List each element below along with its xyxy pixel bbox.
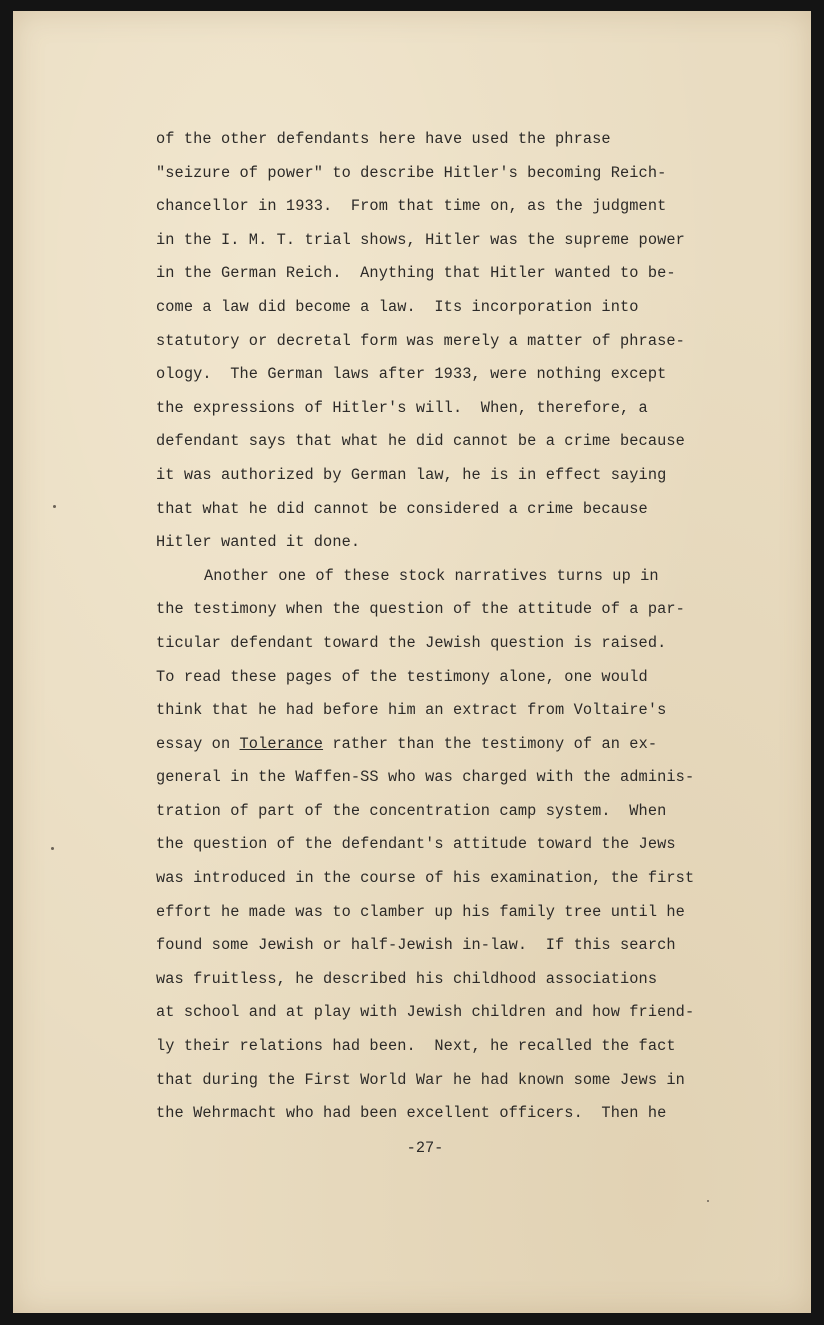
paper-speck [707,1200,709,1202]
text-line: at school and at play with Jewish children and how friend- [156,1003,695,1022]
text-line: was fruitless, he described his childhood associations [156,969,658,988]
text-line: effort he made was to clamber up his family tree until he [156,902,685,921]
book-title-tolerance: Tolerance [239,734,324,753]
text-segment: rather than the testimony of an ex- [323,734,658,753]
text-line: of the other defendants here have used the phrase [156,130,611,148]
paragraph-start-line: Another one of these stock narratives turns up in [204,566,659,585]
text-line-with-title [156,728,756,762]
page-number: -27- [406,1139,444,1157]
text-line: general in the Waffen-SS who was charged with the adminis- [156,768,695,787]
text-line: ology. The German laws after 1933, were nothing except [156,365,667,384]
text-line: in the German Reich. Anything that Hitler wanted to be- [156,264,676,283]
text-line: think that he had before him an extract from Voltaire's [156,701,667,720]
text-line: that what he did cannot be considered a crime because [156,499,648,518]
text-line: found some Jewish or half-Jewish in-law. If this search [156,936,676,955]
text-line: the Wehrmacht who had been excellent officers. Then he [156,1104,667,1123]
text-line: defendant says that what he did cannot be a crime because [156,432,685,451]
text-segment: essay on [156,734,240,753]
text-line: come a law did become a law. Its incorporation into [156,297,639,316]
text-line: ticular defendant toward the Jewish question is raised. [156,633,667,652]
text-line: the testimony when the question of the attitude of a par- [156,600,685,619]
paper-speck [51,847,54,850]
text-line: "seizure of power" to describe Hitler's becoming Reich- [156,163,667,182]
text-line: it was authorized by German law, he is in effect saying [156,465,667,484]
text-line: the question of the defendant's attitude toward the Jews [156,835,676,854]
text-line: was introduced in the course of his examination, the first [156,869,695,888]
paper-speck [53,505,56,508]
text-line: chancellor in 1933. From that time on, as the judgment [156,197,667,216]
text-line: ly their relations had been. Next, he recalled the fact [156,1037,676,1056]
text-line: in the I. M. T. trial shows, Hitler was the supreme power [156,230,685,249]
body-text [156,123,756,1131]
text-line: To read these pages of the testimony alone, one would [156,667,648,686]
text-line: Hitler wanted it done. [156,533,361,552]
text-line: the expressions of Hitler's will. When, therefore, a [156,398,648,417]
text-line: tration of part of the concentration camp system. When [156,801,667,820]
text-line: statutory or decretal form was merely a matter of phrase- [156,331,685,350]
document-page [13,11,811,1313]
text-line: that during the First World War he had known some Jews in [156,1070,685,1089]
